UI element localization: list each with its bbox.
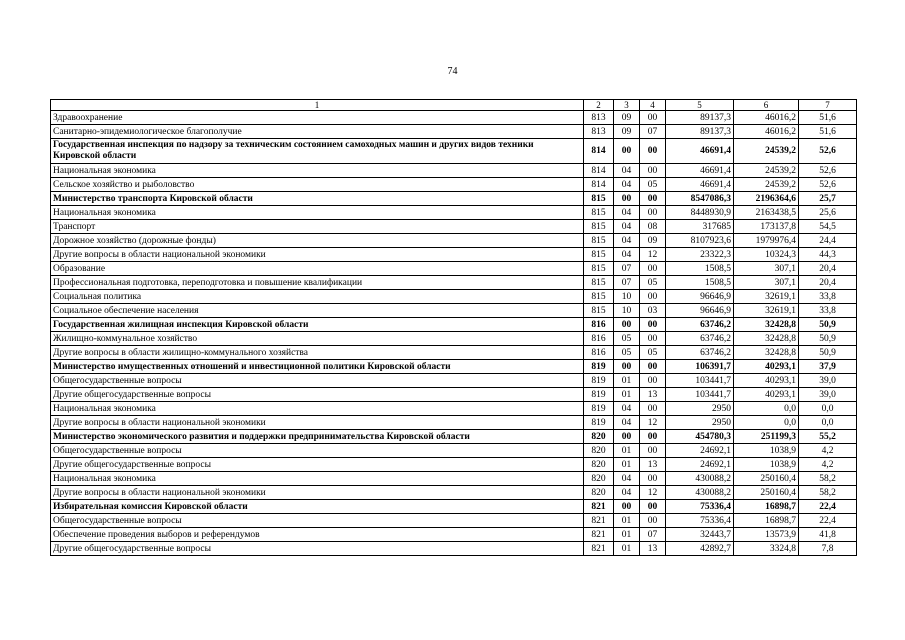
row-actual-cell: 13573,9 [734,528,799,542]
row-percent-cell: 58,2 [799,486,857,500]
header-col-7: 7 [799,100,857,111]
row-subsection-cell: 00 [640,164,666,178]
row-subsection-cell: 05 [640,346,666,360]
row-code-cell: 821 [584,514,614,528]
row-code-cell: 821 [584,542,614,556]
row-code-cell: 813 [584,125,614,139]
row-planned-cell: 430088,2 [666,472,734,486]
row-planned-cell: 96646,9 [666,290,734,304]
table-row [51,472,857,486]
row-subsection-cell: 00 [640,318,666,332]
row-planned-cell: 32443,7 [666,528,734,542]
row-planned-cell: 89137,3 [666,111,734,125]
table-row [51,444,857,458]
row-planned-cell: 46691,4 [666,139,734,164]
table-row [51,192,857,206]
row-percent-cell: 50,9 [799,332,857,346]
row-actual-cell: 32428,8 [734,346,799,360]
row-subsection-cell: 05 [640,276,666,290]
row-subsection-cell: 09 [640,234,666,248]
row-actual-cell: 16898,7 [734,514,799,528]
table-row [51,139,857,164]
table-row [51,332,857,346]
row-planned-cell: 46691,4 [666,164,734,178]
row-subsection-cell: 08 [640,220,666,234]
row-percent-cell: 51,6 [799,111,857,125]
row-subsection-cell: 00 [640,360,666,374]
row-actual-cell: 46016,2 [734,111,799,125]
row-subsection-cell: 00 [640,139,666,164]
row-subsection-cell: 00 [640,430,666,444]
row-percent-cell: 22,4 [799,500,857,514]
row-name-cell: Избирательная комиссия Кировской области [51,500,584,514]
row-percent-cell: 0,0 [799,416,857,430]
row-section-cell: 04 [614,248,640,262]
row-actual-cell: 32619,1 [734,304,799,318]
row-name-cell: Образование [51,262,584,276]
row-subsection-cell: 00 [640,332,666,346]
row-code-cell: 821 [584,528,614,542]
row-subsection-cell: 13 [640,542,666,556]
header-col-3: 3 [614,100,640,111]
row-name-cell: Профессиональная подготовка, переподготовка и повышение квалификации [51,276,584,290]
row-percent-cell: 52,6 [799,178,857,192]
table-row [51,276,857,290]
row-percent-cell: 37,9 [799,360,857,374]
row-subsection-cell: 07 [640,125,666,139]
row-actual-cell: 307,1 [734,262,799,276]
row-subsection-cell: 00 [640,472,666,486]
row-section-cell: 01 [614,528,640,542]
table-row [51,248,857,262]
row-percent-cell: 52,6 [799,164,857,178]
row-percent-cell: 20,4 [799,276,857,290]
table-row [51,262,857,276]
row-percent-cell: 51,6 [799,125,857,139]
row-code-cell: 819 [584,388,614,402]
row-planned-cell: 317685 [666,220,734,234]
row-section-cell: 07 [614,276,640,290]
row-actual-cell: 307,1 [734,276,799,290]
row-subsection-cell: 00 [640,514,666,528]
row-section-cell: 10 [614,304,640,318]
row-subsection-cell: 12 [640,416,666,430]
row-code-cell: 814 [584,139,614,164]
row-name-cell: Другие общегосударственные вопросы [51,388,584,402]
row-section-cell: 09 [614,125,640,139]
row-percent-cell: 41,8 [799,528,857,542]
row-actual-cell: 2163438,5 [734,206,799,220]
row-name-cell: Транспорт [51,220,584,234]
row-name-cell: Министерство имущественных отношений и инвестиционной политики Кировской области [51,360,584,374]
table-row [51,430,857,444]
row-code-cell: 815 [584,262,614,276]
header-col-5: 5 [666,100,734,111]
row-section-cell: 05 [614,332,640,346]
row-section-cell: 04 [614,220,640,234]
row-section-cell: 04 [614,206,640,220]
row-planned-cell: 75336,4 [666,514,734,528]
row-planned-cell: 1508,5 [666,262,734,276]
row-subsection-cell: 00 [640,111,666,125]
row-section-cell: 00 [614,500,640,514]
row-section-cell: 04 [614,486,640,500]
row-percent-cell: 24,4 [799,234,857,248]
table-row [51,528,857,542]
row-name-cell: Национальная экономика [51,402,584,416]
row-planned-cell: 103441,7 [666,388,734,402]
table-row [51,125,857,139]
row-name-cell: Другие вопросы в области национальной экономики [51,248,584,262]
table-row [51,402,857,416]
row-planned-cell: 2950 [666,416,734,430]
row-name-cell: Другие вопросы в области жилищно-коммунального хозяйства [51,346,584,360]
row-code-cell: 815 [584,276,614,290]
row-actual-cell: 24539,2 [734,178,799,192]
row-name-cell: Общегосударственные вопросы [51,514,584,528]
row-code-cell: 815 [584,248,614,262]
row-subsection-cell: 05 [640,178,666,192]
row-actual-cell: 251199,3 [734,430,799,444]
table-row [51,416,857,430]
table-header-row [51,100,857,111]
row-planned-cell: 24692,1 [666,458,734,472]
row-actual-cell: 0,0 [734,402,799,416]
row-name-cell: Здравоохранение [51,111,584,125]
row-code-cell: 820 [584,444,614,458]
row-planned-cell: 75336,4 [666,500,734,514]
table-row [51,304,857,318]
row-code-cell: 820 [584,486,614,500]
row-subsection-cell: 00 [640,206,666,220]
row-actual-cell: 40293,1 [734,360,799,374]
table-row [51,290,857,304]
row-section-cell: 00 [614,192,640,206]
row-actual-cell: 173137,8 [734,220,799,234]
row-code-cell: 813 [584,111,614,125]
row-planned-cell: 1508,5 [666,276,734,290]
table-row [51,458,857,472]
row-section-cell: 01 [614,388,640,402]
row-percent-cell: 39,0 [799,388,857,402]
row-name-cell: Социальное обеспечение населения [51,304,584,318]
table-row [51,360,857,374]
row-actual-cell: 24539,2 [734,139,799,164]
row-section-cell: 01 [614,542,640,556]
row-subsection-cell: 03 [640,304,666,318]
header-col-2: 2 [584,100,614,111]
row-code-cell: 819 [584,416,614,430]
row-section-cell: 00 [614,360,640,374]
header-col-6: 6 [734,100,799,111]
row-name-cell: Дорожное хозяйство (дорожные фонды) [51,234,584,248]
row-planned-cell: 430088,2 [666,486,734,500]
row-name-cell: Министерство экономического развития и поддержки предпринимательства Кировской области [51,430,584,444]
row-section-cell: 01 [614,458,640,472]
row-name-cell: Другие вопросы в области национальной экономики [51,416,584,430]
row-planned-cell: 454780,3 [666,430,734,444]
row-name-cell: Национальная экономика [51,164,584,178]
row-planned-cell: 63746,2 [666,332,734,346]
row-actual-cell: 32428,8 [734,318,799,332]
row-actual-cell: 1038,9 [734,444,799,458]
row-code-cell: 815 [584,192,614,206]
row-section-cell: 04 [614,416,640,430]
row-section-cell: 05 [614,346,640,360]
row-percent-cell: 7,8 [799,542,857,556]
row-planned-cell: 2950 [666,402,734,416]
row-section-cell: 04 [614,178,640,192]
row-actual-cell: 40293,1 [734,374,799,388]
row-subsection-cell: 00 [640,444,666,458]
row-code-cell: 820 [584,430,614,444]
row-actual-cell: 1038,9 [734,458,799,472]
row-percent-cell: 20,4 [799,262,857,276]
row-percent-cell: 4,2 [799,458,857,472]
row-name-cell: Общегосударственные вопросы [51,444,584,458]
row-planned-cell: 8448930,9 [666,206,734,220]
row-planned-cell: 89137,3 [666,125,734,139]
row-code-cell: 819 [584,374,614,388]
row-planned-cell: 103441,7 [666,374,734,388]
row-section-cell: 04 [614,234,640,248]
row-actual-cell: 1979976,4 [734,234,799,248]
row-percent-cell: 33,8 [799,304,857,318]
table-row [51,514,857,528]
row-name-cell: Другие общегосударственные вопросы [51,458,584,472]
row-section-cell: 10 [614,290,640,304]
row-subsection-cell: 00 [640,500,666,514]
row-section-cell: 04 [614,402,640,416]
row-code-cell: 816 [584,346,614,360]
row-planned-cell: 8547086,3 [666,192,734,206]
row-section-cell: 04 [614,472,640,486]
row-planned-cell: 63746,2 [666,346,734,360]
row-name-cell: Санитарно-эпидемиологическое благополучие [51,125,584,139]
row-name-cell: Министерство транспорта Кировской области [51,192,584,206]
row-actual-cell: 0,0 [734,416,799,430]
row-subsection-cell: 07 [640,528,666,542]
page-number: 74 [447,66,458,77]
row-subsection-cell: 13 [640,388,666,402]
row-planned-cell: 63746,2 [666,318,734,332]
row-actual-cell: 250160,4 [734,486,799,500]
row-planned-cell: 24692,1 [666,444,734,458]
row-planned-cell: 8107923,6 [666,234,734,248]
row-planned-cell: 106391,7 [666,360,734,374]
row-percent-cell: 50,9 [799,318,857,332]
table-row [51,206,857,220]
table-row [51,346,857,360]
row-section-cell: 07 [614,262,640,276]
row-code-cell: 815 [584,304,614,318]
row-subsection-cell: 00 [640,262,666,276]
row-percent-cell: 25,7 [799,192,857,206]
row-subsection-cell: 00 [640,402,666,416]
row-code-cell: 815 [584,234,614,248]
row-code-cell: 820 [584,472,614,486]
row-actual-cell: 10324,3 [734,248,799,262]
row-percent-cell: 22,4 [799,514,857,528]
row-percent-cell: 39,0 [799,374,857,388]
row-name-cell: Другие вопросы в области национальной экономики [51,486,584,500]
row-actual-cell: 24539,2 [734,164,799,178]
row-code-cell: 814 [584,164,614,178]
row-code-cell: 816 [584,318,614,332]
header-col-4: 4 [640,100,666,111]
row-percent-cell: 58,2 [799,472,857,486]
row-percent-cell: 50,9 [799,346,857,360]
table-row [51,111,857,125]
row-planned-cell: 46691,4 [666,178,734,192]
row-code-cell: 821 [584,500,614,514]
row-percent-cell: 4,2 [799,444,857,458]
row-subsection-cell: 00 [640,192,666,206]
row-subsection-cell: 12 [640,248,666,262]
row-code-cell: 815 [584,290,614,304]
row-actual-cell: 40293,1 [734,388,799,402]
row-planned-cell: 42892,7 [666,542,734,556]
row-code-cell: 814 [584,178,614,192]
table-row [51,164,857,178]
row-percent-cell: 54,5 [799,220,857,234]
row-section-cell: 00 [614,318,640,332]
budget-table [50,99,857,556]
row-percent-cell: 25,6 [799,206,857,220]
table-row [51,542,857,556]
row-subsection-cell: 13 [640,458,666,472]
table-row [51,178,857,192]
row-name-cell: Сельское хозяйство и рыболовство [51,178,584,192]
row-section-cell: 01 [614,374,640,388]
row-code-cell: 815 [584,220,614,234]
row-code-cell: 815 [584,206,614,220]
row-percent-cell: 33,8 [799,290,857,304]
row-actual-cell: 16898,7 [734,500,799,514]
row-code-cell: 819 [584,360,614,374]
row-code-cell: 816 [584,332,614,346]
table-row [51,220,857,234]
table-row [51,388,857,402]
row-name-cell: Государственная инспекция по надзору за техническим состоянием самоходных машин и других видов техники Кировской области [51,139,584,164]
row-name-cell: Национальная экономика [51,206,584,220]
table-row [51,374,857,388]
row-section-cell: 00 [614,139,640,164]
row-subsection-cell: 00 [640,374,666,388]
table-row [51,500,857,514]
row-percent-cell: 0,0 [799,402,857,416]
row-section-cell: 01 [614,514,640,528]
row-planned-cell: 23322,3 [666,248,734,262]
row-code-cell: 820 [584,458,614,472]
table-row [51,486,857,500]
row-name-cell: Социальная политика [51,290,584,304]
row-actual-cell: 250160,4 [734,472,799,486]
row-actual-cell: 2196364,6 [734,192,799,206]
row-section-cell: 09 [614,111,640,125]
table-row [51,234,857,248]
row-section-cell: 00 [614,430,640,444]
row-percent-cell: 44,3 [799,248,857,262]
row-code-cell: 819 [584,402,614,416]
header-col-1: 1 [51,100,584,111]
row-percent-cell: 52,6 [799,139,857,164]
row-subsection-cell: 00 [640,290,666,304]
row-actual-cell: 3324,8 [734,542,799,556]
row-planned-cell: 96646,9 [666,304,734,318]
row-section-cell: 01 [614,444,640,458]
row-percent-cell: 55,2 [799,430,857,444]
row-subsection-cell: 12 [640,486,666,500]
row-name-cell: Обеспечение проведения выборов и референдумов [51,528,584,542]
row-actual-cell: 32619,1 [734,290,799,304]
row-name-cell: Жилищно-коммунальное хозяйство [51,332,584,346]
row-actual-cell: 32428,8 [734,332,799,346]
row-section-cell: 04 [614,164,640,178]
row-name-cell: Государственная жилищная инспекция Кировской области [51,318,584,332]
row-name-cell: Общегосударственные вопросы [51,374,584,388]
row-name-cell: Национальная экономика [51,472,584,486]
row-actual-cell: 46016,2 [734,125,799,139]
table-row [51,318,857,332]
row-name-cell: Другие общегосударственные вопросы [51,542,584,556]
